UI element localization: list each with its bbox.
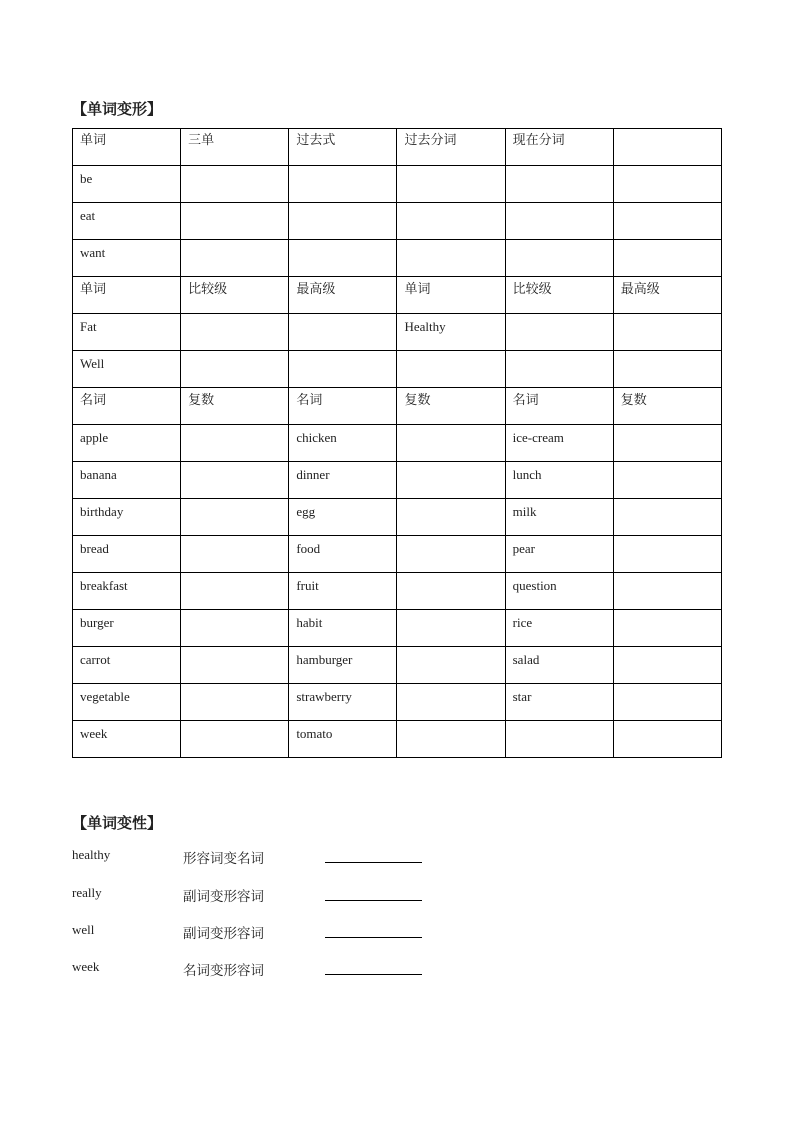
table-cell: 单词 — [73, 277, 181, 314]
answer-cell[interactable] — [181, 610, 289, 647]
answer-cell[interactable] — [181, 499, 289, 536]
table-row — [73, 536, 722, 573]
derivation-word: really — [72, 885, 102, 900]
table-cell: want — [73, 240, 181, 277]
table-cell: strawberry — [289, 684, 397, 721]
table-cell: Well — [73, 351, 181, 388]
table-cell: eat — [73, 203, 181, 240]
section-title-word-forms: 【单词变形】 — [72, 100, 163, 118]
answer-cell[interactable] — [613, 351, 721, 388]
answer-cell[interactable] — [397, 536, 505, 573]
table-cell: burger — [73, 610, 181, 647]
answer-blank[interactable] — [325, 862, 422, 863]
answer-cell[interactable] — [397, 166, 505, 203]
answer-cell[interactable] — [613, 647, 721, 684]
derivation-item — [72, 847, 472, 867]
table-cell: Fat — [73, 314, 181, 351]
section-title-word-derivation: 【单词变性】 — [72, 814, 163, 832]
table-row — [73, 203, 722, 240]
table-cell: 名词 — [505, 388, 613, 425]
answer-blank[interactable] — [325, 974, 422, 975]
table-cell: apple — [73, 425, 181, 462]
table-cell: fruit — [289, 573, 397, 610]
answer-cell[interactable] — [613, 499, 721, 536]
table-cell: lunch — [505, 462, 613, 499]
table-cell: habit — [289, 610, 397, 647]
table-cell: week — [73, 721, 181, 758]
derivation-instruction: 副词变形容词 — [183, 889, 264, 905]
table-cell: salad — [505, 647, 613, 684]
answer-cell[interactable] — [613, 203, 721, 240]
answer-cell[interactable] — [289, 203, 397, 240]
table-cell: banana — [73, 462, 181, 499]
answer-cell[interactable] — [397, 203, 505, 240]
answer-cell[interactable] — [181, 536, 289, 573]
answer-cell[interactable] — [289, 351, 397, 388]
answer-blank[interactable] — [325, 937, 422, 938]
answer-cell[interactable] — [181, 425, 289, 462]
derivation-item — [72, 922, 472, 942]
answer-cell[interactable] — [505, 351, 613, 388]
table-row — [73, 462, 722, 499]
table-cell: bread — [73, 536, 181, 573]
answer-cell[interactable] — [181, 647, 289, 684]
table-cell: milk — [505, 499, 613, 536]
table-cell: be — [73, 166, 181, 203]
answer-cell[interactable] — [289, 166, 397, 203]
table-cell: breakfast — [73, 573, 181, 610]
table-cell: 过去分词 — [397, 129, 505, 166]
table-row — [73, 388, 722, 425]
table-row — [73, 314, 722, 351]
answer-cell[interactable] — [181, 684, 289, 721]
answer-cell[interactable] — [181, 240, 289, 277]
table-cell: 复数 — [613, 388, 721, 425]
answer-cell[interactable] — [289, 240, 397, 277]
table-cell: egg — [289, 499, 397, 536]
answer-cell[interactable] — [397, 425, 505, 462]
answer-cell[interactable] — [397, 499, 505, 536]
table-cell: 三单 — [181, 129, 289, 166]
derivation-item — [72, 885, 472, 905]
table-cell: Healthy — [397, 314, 505, 351]
answer-cell[interactable] — [181, 721, 289, 758]
table-row — [73, 129, 722, 166]
answer-cell[interactable] — [181, 573, 289, 610]
table-cell: 单词 — [397, 277, 505, 314]
table-cell: 复数 — [397, 388, 505, 425]
answer-cell[interactable] — [397, 462, 505, 499]
table-row — [73, 425, 722, 462]
answer-cell[interactable] — [613, 166, 721, 203]
table-cell: ice-cream — [505, 425, 613, 462]
answer-cell[interactable] — [613, 573, 721, 610]
table-cell: 现在分词 — [505, 129, 613, 166]
answer-cell[interactable] — [181, 462, 289, 499]
answer-cell[interactable] — [289, 314, 397, 351]
table-cell: birthday — [73, 499, 181, 536]
answer-cell[interactable] — [613, 462, 721, 499]
answer-cell[interactable] — [613, 425, 721, 462]
table-row — [73, 573, 722, 610]
answer-cell[interactable] — [181, 351, 289, 388]
answer-cell[interactable] — [505, 203, 613, 240]
table-cell: 名词 — [73, 388, 181, 425]
table-cell: 复数 — [181, 388, 289, 425]
answer-blank[interactable] — [325, 900, 422, 901]
table-cell: 最高级 — [613, 277, 721, 314]
answer-cell[interactable] — [397, 684, 505, 721]
answer-cell[interactable] — [397, 351, 505, 388]
answer-cell[interactable] — [505, 721, 613, 758]
table-row — [73, 684, 722, 721]
answer-cell[interactable] — [397, 573, 505, 610]
table-cell: 单词 — [73, 129, 181, 166]
answer-cell[interactable] — [397, 240, 505, 277]
answer-cell[interactable] — [613, 240, 721, 277]
table-cell: carrot — [73, 647, 181, 684]
answer-cell[interactable] — [505, 240, 613, 277]
table-row — [73, 721, 722, 758]
answer-cell[interactable] — [397, 610, 505, 647]
table-cell: dinner — [289, 462, 397, 499]
derivation-item — [72, 959, 472, 979]
table-cell: vegetable — [73, 684, 181, 721]
table-cell: question — [505, 573, 613, 610]
answer-cell[interactable] — [613, 129, 721, 166]
table-row — [73, 277, 722, 314]
answer-cell[interactable] — [181, 166, 289, 203]
table-cell: tomato — [289, 721, 397, 758]
derivation-word: healthy — [72, 847, 111, 862]
answer-cell[interactable] — [505, 166, 613, 203]
answer-cell[interactable] — [613, 721, 721, 758]
table-cell: pear — [505, 536, 613, 573]
derivation-word: week — [72, 959, 100, 974]
table-cell: 比较级 — [181, 277, 289, 314]
answer-cell[interactable] — [613, 610, 721, 647]
table-row — [73, 166, 722, 203]
table-row — [73, 240, 722, 277]
table-row — [73, 499, 722, 536]
derivation-instruction: 副词变形容词 — [183, 926, 264, 942]
table-row — [73, 610, 722, 647]
table-cell: 比较级 — [505, 277, 613, 314]
answer-cell[interactable] — [181, 314, 289, 351]
table-cell: 名词 — [289, 388, 397, 425]
answer-cell[interactable] — [181, 203, 289, 240]
word-forms-table — [72, 128, 722, 758]
table-cell: 过去式 — [289, 129, 397, 166]
answer-cell[interactable] — [505, 314, 613, 351]
table-cell: 最高级 — [289, 277, 397, 314]
answer-cell[interactable] — [613, 314, 721, 351]
table-row — [73, 351, 722, 388]
table-cell: food — [289, 536, 397, 573]
derivation-instruction: 形容词变名词 — [183, 851, 264, 867]
derivation-word: well — [72, 922, 95, 937]
answer-cell[interactable] — [613, 536, 721, 573]
table-cell: rice — [505, 610, 613, 647]
answer-cell[interactable] — [397, 647, 505, 684]
table-row — [73, 647, 722, 684]
answer-cell[interactable] — [613, 684, 721, 721]
table-cell: star — [505, 684, 613, 721]
table-cell: hamburger — [289, 647, 397, 684]
answer-cell[interactable] — [397, 721, 505, 758]
table-cell: chicken — [289, 425, 397, 462]
derivation-instruction: 名词变形容词 — [183, 963, 264, 979]
